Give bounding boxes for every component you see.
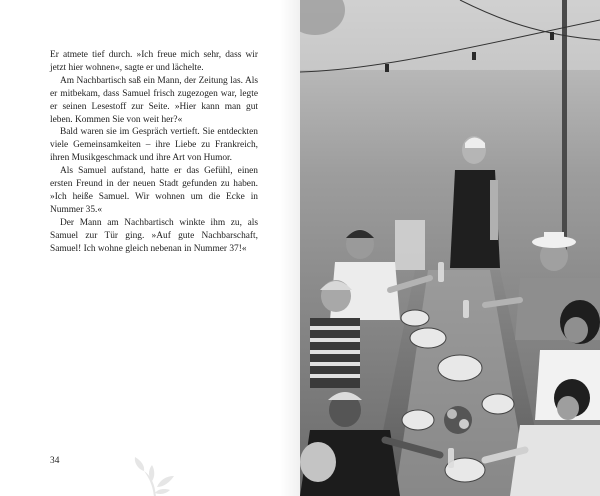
leaf-sprig-icon [128, 457, 180, 496]
paragraph-5: Der Mann am Nachbartisch winkte ihm zu, als Samuel zur Tür ging. »Auf gute Nachbarschaft, Samuel! Ich wohne gleich nebenan in Nummer 37!« [50, 217, 258, 254]
paragraph-2: Am Nachbartisch saß ein Mann, der Zeitung las. Als er mitbekam, dass Samuel frisch zugezogen war, legte er seinen Lesestoff zur Seite. »Hier kann man gut leben. Kommen Sie von weit her?« [50, 75, 258, 125]
paragraph-4: Als Samuel aufstand, hatte er das Gefühl, einen ersten Freund in der neuen Stadt gefunden zu haben. »Ich heiße Samuel. Wir wohnen um die Ecke in Nummer 35.« [50, 166, 258, 215]
paragraph-3: Bald waren sie im Gespräch vertieft. Sie entdeckten viele Gemeinsamkeiten – ihre Liebe zu Frankreich, ihren Musikgeschmack und ihre Art von Humor. [50, 127, 258, 164]
gutter-shadow [280, 0, 300, 496]
body-text [50, 49, 258, 256]
paragraph-1: Er atmete tief durch. »Ich freue mich sehr, dass wir jetzt hier wohnen«, sagte er und lächelte. [50, 50, 258, 73]
outdoor-dinner-party-photo [300, 0, 600, 496]
page-number: 34 [50, 456, 60, 466]
